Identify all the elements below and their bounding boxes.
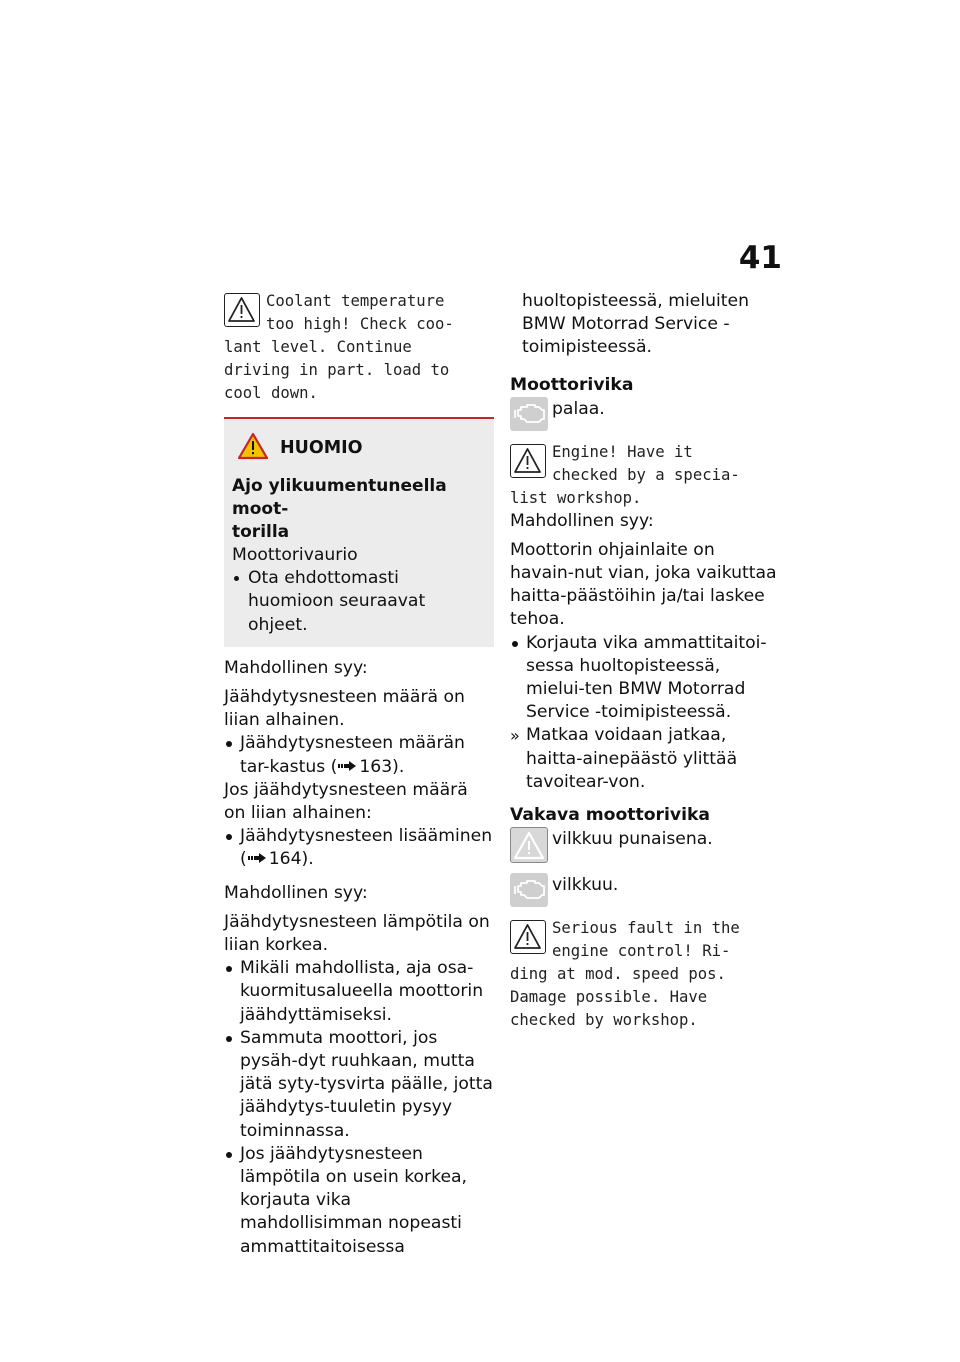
check-coolant-step: Jäähdytysnesteen määrän tar-kastus ( 163).: [224, 732, 494, 778]
warning-triangle-icon: [510, 920, 546, 954]
engine-icon: [510, 397, 548, 431]
notice-subtitle: Moottorivaurio: [232, 545, 358, 565]
coolant-message-text: Coolant temperature too high! Check coo- lant level. Continue driving in part. load to cool down.: [224, 292, 454, 402]
caution-icon: [236, 431, 270, 465]
engine-fault-heading: Moottorivika: [510, 374, 634, 395]
warning-triangle-icon: [510, 444, 546, 478]
stop-engine-step: Sammuta moottori, jos pysäh-dyt ruuhkaan, mutta jätä syty-tysvirta päälle, jotta jäähdytys-tuuletin pysyy toiminnassa.: [224, 1027, 494, 1143]
cause-label: Mahdollinen syy:: [510, 510, 654, 531]
cause-text: Moottorin ohjainlaite on havain-nut vian, joka vaikuttaa haitta-päästöihin ja/tai laskee tehoa.: [510, 539, 777, 630]
cause-text: Jäähdytysnesteen lämpötila on liian korkea.: [224, 911, 490, 956]
serious-display-message: [510, 917, 784, 1032]
partial-load-step: Mikäli mahdollista, aja osa-kuormitusalueella moottorin jäähdyttämiseksi.: [224, 957, 494, 1027]
result-text: » Matkaa voidaan jatkaa, haitta-ainepäästö ylittää tavoitear-von.: [510, 724, 784, 794]
low-coolant-condition: Jos jäähdytysnesteen määrä on liian alhainen:: [224, 779, 468, 824]
page-ref-164[interactable]: 164).: [268, 849, 314, 870]
coolant-display-message: [224, 290, 494, 405]
engine-message-text: Engine! Have it checked by a specia- list workshop.: [510, 442, 740, 507]
repair-step: Korjauta vika ammattitaitoi-sessa huoltopisteessä, mielui-ten BMW Motorrad Service -toimipisteessä.: [510, 632, 784, 725]
serious-message-text: Serious fault in the engine control! Ri- ding at mod. speed pos. Damage possible. Have checked by workshop.: [510, 919, 740, 1030]
right-column: [510, 290, 784, 1032]
notice-bullet: Ota ehdottomasti huomioon seuraavat ohjeet.: [232, 567, 486, 637]
warning-triangle-icon: [510, 827, 548, 863]
left-column: [224, 290, 494, 1259]
warning-triangle-icon: [224, 293, 260, 327]
page-reference-arrow-icon: [248, 853, 266, 863]
engine-display-message: [510, 441, 784, 510]
engine-light-state: palaa.: [552, 398, 605, 419]
engine-light-state: vilkkuu.: [552, 875, 619, 896]
top-up-coolant-step: Jäähdytysnesteen lisääminen ( 164).: [224, 825, 494, 871]
page-reference-arrow-icon: [338, 761, 356, 771]
cause-label: Mahdollinen syy:: [224, 657, 368, 678]
engine-icon: [510, 873, 548, 907]
cause-text: Jäähdytysnesteen määrä on liian alhainen.: [224, 687, 465, 731]
repair-step: Jos jäähdytysnesteen lämpötila on usein korkea, korjauta vika mahdollisimman nopeasti ammattitaitoisessa: [224, 1143, 494, 1259]
cause-label: Mahdollinen syy:: [224, 882, 368, 903]
continued-text: huoltopisteessä, mieluiten BMW Motorrad Service -toimipisteessä.: [522, 291, 749, 358]
notice-heading: Ajo ylikuumentuneella moot- torilla: [232, 476, 447, 542]
page-number: 41: [738, 240, 782, 276]
warning-light-state: vilkkuu punaisena.: [552, 829, 713, 850]
page-ref-163[interactable]: 163).: [359, 756, 405, 777]
serious-fault-heading: Vakava moottorivika: [510, 805, 711, 826]
notice-title: HUOMIO: [280, 438, 363, 458]
notice-box: [224, 419, 494, 647]
